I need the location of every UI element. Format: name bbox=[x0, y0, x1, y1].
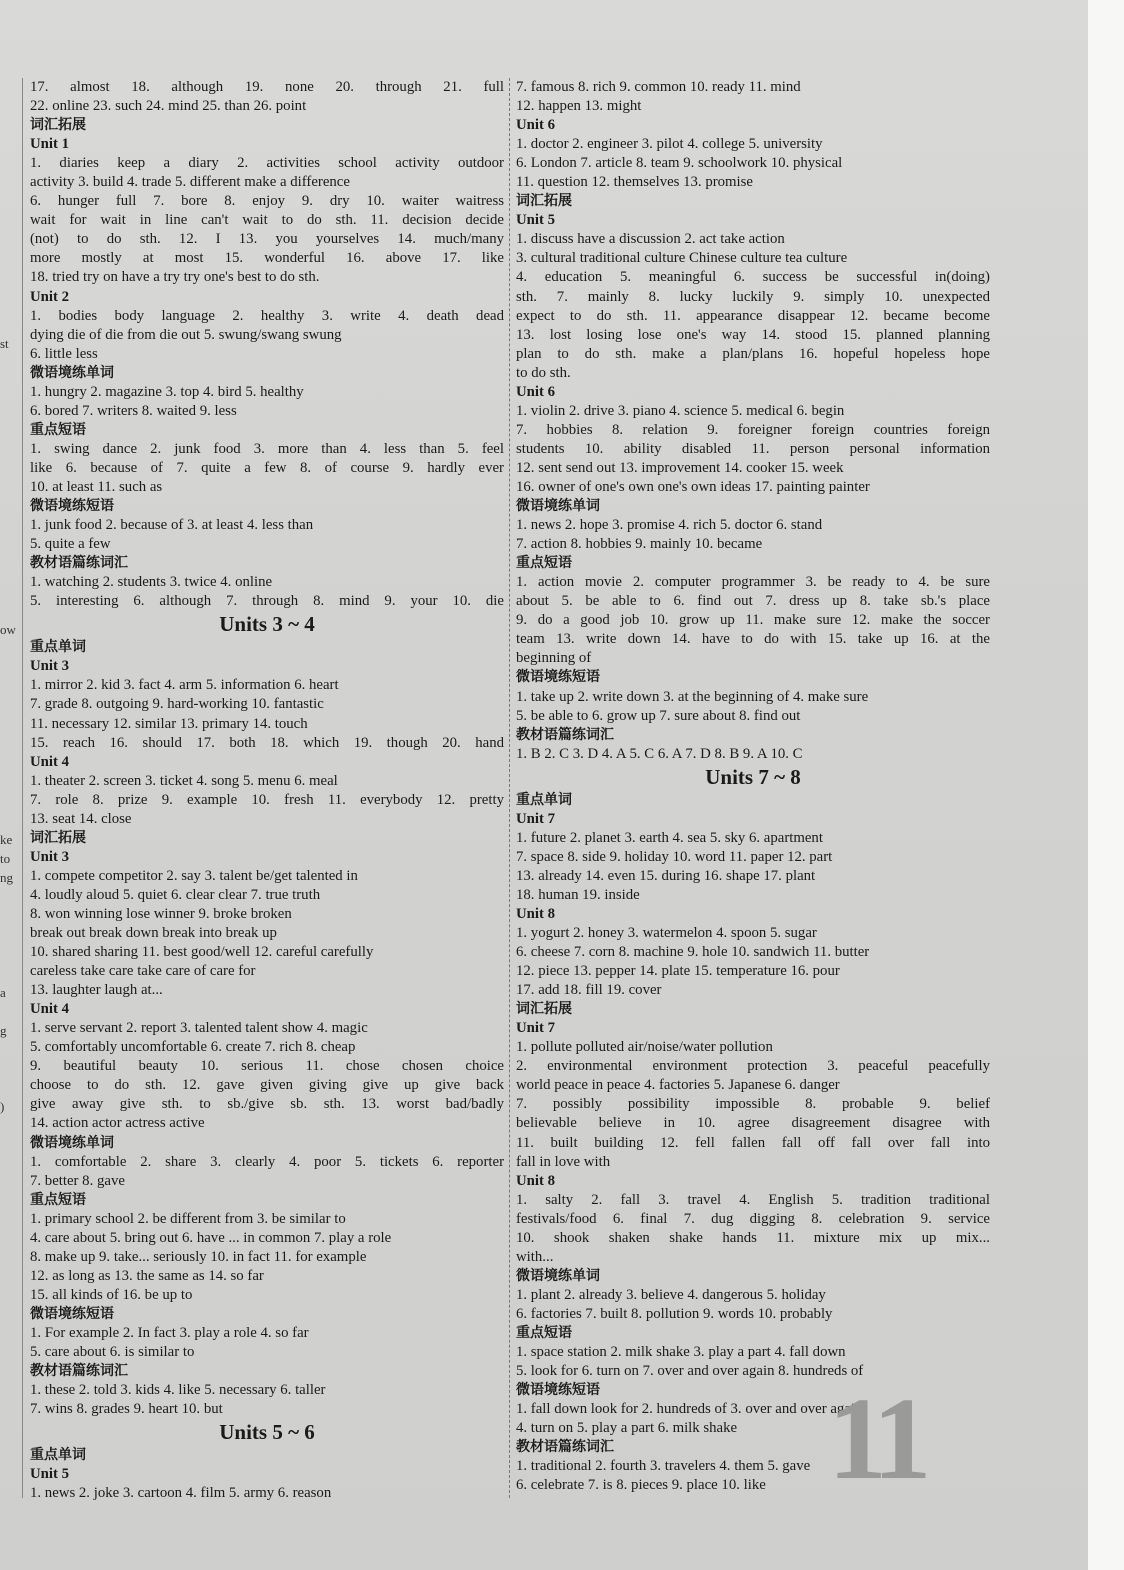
right-unit-heading: Unit 8 bbox=[516, 905, 556, 922]
left-answer-line: activity 3. build 4. trade 5. different make a difference bbox=[30, 174, 350, 191]
left-unit-heading: Unit 3 bbox=[30, 848, 70, 865]
right-answer-line: 6. London 7. article 8. team 9. schoolwork 10. physical bbox=[516, 155, 843, 172]
left-answer-line: careless take care take care of care for bbox=[30, 963, 256, 980]
left-answer-line: give away give sth. to sb./give sb. sth. 13. worst bad/badly bbox=[30, 1096, 504, 1113]
left-units-title: Units 3 ~ 4 bbox=[219, 612, 315, 637]
left-answer-line: 1. primary school 2. be different from 3. be similar to bbox=[30, 1210, 346, 1227]
left-answer-line: 1. serve servant 2. report 3. talented talent show 4. magic bbox=[30, 1020, 368, 1037]
right-answer-line: to do sth. bbox=[516, 364, 571, 381]
right-answer-line: 6. cheese 7. corn 8. machine 9. hole 10. sandwich 11. butter bbox=[516, 944, 870, 961]
left-answer-line: 6. hunger full 7. bore 8. enjoy 9. dry 10. waiter waitress bbox=[30, 193, 504, 210]
left-answer-line: 6. bored 7. writers 8. waited 9. less bbox=[30, 402, 237, 419]
left-answer-line: 1. For example 2. In fact 3. play a role 4. so far bbox=[30, 1325, 309, 1341]
left-answer-line: 13. seat 14. close bbox=[30, 810, 132, 827]
edge-fragment: ) bbox=[0, 1099, 5, 1114]
right-section-heading: 重点短语 bbox=[516, 1325, 572, 1341]
right-answer-line: 10. shook shaken shake hands 11. mixture mix up mix... bbox=[516, 1229, 990, 1246]
right-unit-heading: Unit 6 bbox=[516, 383, 556, 400]
left-section-heading: 重点短语 bbox=[30, 421, 86, 438]
left-answer-line: 5. care about 6. is similar to bbox=[30, 1344, 195, 1361]
right-answer-line: students 10. ability disabled 11. person personal information bbox=[516, 440, 990, 457]
right-answer-line: expect to do sth. 11. appearance disappear 12. became become bbox=[516, 307, 990, 324]
edge-fragment: a bbox=[0, 985, 6, 1000]
right-answer-line: fall in love with bbox=[516, 1153, 611, 1170]
left-section-heading: 重点单词 bbox=[30, 1447, 86, 1464]
left-units-title: Units 5 ~ 6 bbox=[219, 1420, 315, 1445]
left-answer-line: 17. almost 18. although 19. none 20. through 21. full bbox=[30, 79, 504, 95]
right-answer-line: 1. plant 2. already 3. believe 4. dangerous 5. holiday bbox=[516, 1286, 826, 1303]
left-answer-line: 1. junk food 2. because of 3. at least 4. less than bbox=[30, 517, 314, 534]
right-section-heading: 重点短语 bbox=[516, 555, 572, 572]
right-answer-line: 12. sent send out 13. improvement 14. cooker 15. week bbox=[516, 459, 844, 476]
right-answer-line: 1. B 2. C 3. D 4. A 5. C 6. A 7. D 8. B 9. A 10. C bbox=[516, 745, 803, 762]
right-answer-line: 7. hobbies 8. relation 9. foreigner foreign countries foreign bbox=[516, 421, 990, 438]
left-answer-line: more mostly at most 15. wonderful 16. above 17. like bbox=[30, 250, 504, 267]
left-answer-line: (not) to do sth. 12. I 13. you yourselves 14. much/many bbox=[30, 231, 504, 248]
center-rule bbox=[509, 78, 511, 1498]
left-section-heading: 教材语篇练词汇 bbox=[30, 1363, 128, 1380]
right-section-heading: 词汇拓展 bbox=[516, 1001, 572, 1018]
right-answer-line: 6. celebrate 7. is 8. pieces 9. place 10. like bbox=[516, 1477, 766, 1494]
left-section-heading: 重点短语 bbox=[30, 1191, 86, 1208]
left-unit-heading: Unit 2 bbox=[30, 288, 70, 305]
left-answer-line: 1. diaries keep a diary 2. activities school activity outdoor bbox=[30, 155, 504, 172]
left-answer-line: 1. these 2. told 3. kids 4. like 5. necessary 6. taller bbox=[30, 1382, 326, 1399]
right-answer-line: with... bbox=[516, 1248, 554, 1265]
left-answer-line: 1. watching 2. students 3. twice 4. online bbox=[30, 574, 273, 591]
right-unit-heading: Unit 8 bbox=[516, 1172, 556, 1189]
right-answer-line: 16. owner of one's own one's own ideas 17. painting painter bbox=[516, 478, 870, 495]
left-answer-line: 1. comfortable 2. share 3. clearly 4. poor 5. tickets 6. reporter bbox=[30, 1153, 504, 1170]
right-answer-line: about 5. be able to 6. find out 7. dress up 8. take sb.'s place bbox=[516, 593, 990, 610]
left-answer-line: 8. won winning lose winner 9. broke broken bbox=[30, 905, 292, 922]
right-answer-line: 7. famous 8. rich 9. common 10. ready 11. mind bbox=[516, 79, 801, 95]
right-unit-heading: Unit 5 bbox=[516, 212, 556, 229]
right-answer-line: 7. space 8. side 9. holiday 10. word 11. paper 12. part bbox=[516, 848, 833, 865]
right-answer-line: plan to do sth. make a plan/plans 16. hopeful hopeless hope bbox=[516, 345, 990, 362]
left-answer-line: 1. bodies body language 2. healthy 3. write 4. death dead bbox=[30, 307, 504, 324]
right-answer-line: 1. discuss have a discussion 2. act take action bbox=[516, 231, 785, 248]
right-answer-line: 7. possibly possibility impossible 8. probable 9. belief bbox=[516, 1096, 990, 1113]
left-answer-line: 1. news 2. joke 3. cartoon 4. film 5. army 6. reason bbox=[30, 1485, 332, 1502]
right-answer-line: 3. cultural traditional culture Chinese culture tea culture bbox=[516, 250, 848, 267]
edge-fragment: st bbox=[0, 336, 9, 351]
left-answer-line: 6. little less bbox=[30, 345, 98, 362]
left-answer-line: 1. hungry 2. magazine 3. top 4. bird 5. healthy bbox=[30, 383, 304, 400]
left-answer-line: 7. better 8. gave bbox=[30, 1172, 125, 1189]
left-answer-line: 13. laughter laugh at... bbox=[30, 982, 163, 999]
left-answer-line: 7. grade 8. outgoing 9. hard-working 10. fantastic bbox=[30, 696, 324, 713]
left-section-heading: 微语境练短语 bbox=[30, 498, 114, 515]
right-units-title: Units 7 ~ 8 bbox=[705, 764, 801, 789]
right-answer-line: festivals/food 6. final 7. dug digging 8. celebration 9. service bbox=[516, 1210, 990, 1227]
left-answer-line: like 6. because of 7. quite a few 8. of course 9. hardly ever bbox=[30, 459, 504, 476]
right-answer-line: 4. turn on 5. play a part 6. milk shake bbox=[516, 1420, 738, 1437]
left-section-heading: 重点单词 bbox=[30, 639, 86, 656]
right-answer-line: 17. add 18. fill 19. cover bbox=[516, 982, 662, 999]
left-answer-line: break out break down break into break up bbox=[30, 925, 277, 942]
right-answer-line: beginning of bbox=[516, 650, 592, 667]
right-answer-line: 5. look for 6. turn on 7. over and over again 8. hundreds of bbox=[516, 1363, 864, 1380]
left-section-heading: 教材语篇练词汇 bbox=[30, 555, 128, 572]
left-answer-line: 18. tried try on have a try try one's best to do sth. bbox=[30, 269, 320, 286]
right-answer-line: 1. pollute polluted air/noise/water pollution bbox=[516, 1039, 773, 1056]
left-answer-line: wait for wait in line can't wait to do sth. 11. decision decide bbox=[30, 212, 504, 229]
right-answer-line: 1. salty 2. fall 3. travel 4. English 5. tradition traditional bbox=[516, 1191, 990, 1208]
right-answer-line: 18. human 19. inside bbox=[516, 886, 640, 903]
left-answer-line: 10. shared sharing 11. best good/well 12. careful carefully bbox=[30, 944, 374, 961]
right-unit-heading: Unit 7 bbox=[516, 810, 556, 827]
right-answer-line: 1. take up 2. write down 3. at the beginning of 4. make sure bbox=[516, 688, 869, 705]
left-unit-heading: Unit 3 bbox=[30, 658, 70, 675]
right-answer-line: 1. yogurt 2. honey 3. watermelon 4. spoon 5. sugar bbox=[516, 925, 817, 942]
right-answer-line: 11. question 12. themselves 13. promise bbox=[516, 174, 753, 191]
right-answer-line: world peace in peace 4. factories 5. Japanese 6. danger bbox=[516, 1077, 840, 1094]
right-section-heading: 微语境练短语 bbox=[516, 669, 600, 686]
right-answer-line: 1. fall down look for 2. hundreds of 3. over and over again bbox=[516, 1401, 863, 1418]
right-answer-line: 4. education 5. meaningful 6. success be successful in(doing) bbox=[516, 269, 990, 286]
left-answer-line: 7. role 8. prize 9. example 10. fresh 11. everybody 12. pretty bbox=[30, 791, 504, 808]
right-answer-line: 5. be able to 6. grow up 7. sure about 8. find out bbox=[516, 707, 801, 724]
edge-fragment: ow bbox=[0, 622, 16, 637]
right-section-heading: 微语境练单词 bbox=[516, 498, 600, 515]
right-answer-line: 12. happen 13. might bbox=[516, 98, 642, 115]
edge-fragment: ng bbox=[0, 870, 13, 885]
left-section-heading: 微语境练单词 bbox=[30, 1134, 114, 1151]
left-answer-line: 1. compete competitor 2. say 3. talent be/get talented in bbox=[30, 867, 358, 884]
left-answer-line: dying die of die from die out 5. swung/swang swung bbox=[30, 326, 342, 343]
right-answer-line: 13. lost losing lose one's way 14. stood 15. planned planning bbox=[516, 326, 990, 343]
right-answer-line: 1. future 2. planet 3. earth 4. sea 5. sky 6. apartment bbox=[516, 829, 823, 846]
left-answer-line: 8. make up 9. take... seriously 10. in fact 11. for example bbox=[30, 1248, 367, 1265]
left-section-heading: 词汇拓展 bbox=[30, 117, 86, 134]
right-answer-line: 6. factories 7. built 8. pollution 9. words 10. probably bbox=[516, 1305, 833, 1322]
right-answer-line: believable believe in 10. agree disagreement disagree with bbox=[516, 1115, 990, 1132]
left-answer-line: 10. at least 11. such as bbox=[30, 478, 163, 495]
left-answer-line: 5. comfortably uncomfortable 6. create 7. rich 8. cheap bbox=[30, 1039, 356, 1056]
left-answer-line: 5. quite a few bbox=[30, 536, 111, 553]
right-section-heading: 微语境练短语 bbox=[516, 1382, 600, 1399]
right-section-heading: 微语境练单词 bbox=[516, 1267, 600, 1284]
right-answer-line: team 13. write down 14. have to do with 15. take up 16. at the bbox=[516, 631, 990, 648]
page-number: 11 bbox=[828, 1373, 924, 1504]
left-answer-line: choose to do sth. 12. gave given giving give up give back bbox=[30, 1077, 504, 1094]
left-answer-line: 1. mirror 2. kid 3. fact 4. arm 5. information 6. heart bbox=[30, 677, 339, 694]
left-section-heading: 微语境练单词 bbox=[30, 364, 114, 381]
left-answer-line: 15. all kinds of 16. be up to bbox=[30, 1286, 193, 1303]
left-answer-line: 9. beautiful beauty 10. serious 11. chose chosen choice bbox=[30, 1058, 504, 1075]
right-section-heading: 词汇拓展 bbox=[516, 193, 572, 210]
right-answer-line: 11. built building 12. fell fallen fall off fall over fall into bbox=[516, 1134, 990, 1151]
right-unit-heading: Unit 7 bbox=[516, 1020, 556, 1037]
page-margin bbox=[1088, 0, 1124, 1570]
left-unit-heading: Unit 4 bbox=[30, 753, 70, 770]
left-answer-line: 14. action actor actress active bbox=[30, 1115, 205, 1132]
edge-fragment: to bbox=[0, 851, 11, 866]
right-section-heading: 教材语篇练词汇 bbox=[516, 726, 614, 743]
left-answer-line: 11. necessary 12. similar 13. primary 14. touch bbox=[30, 715, 308, 732]
right-answer-line: 1. action movie 2. computer programmer 3. be ready to 4. be sure bbox=[516, 574, 990, 591]
left-unit-heading: Unit 5 bbox=[30, 1466, 70, 1483]
left-unit-heading: Unit 1 bbox=[30, 136, 70, 153]
left-answer-line: 4. care about 5. bring out 6. have ... in common 7. play a role bbox=[30, 1229, 392, 1246]
left-unit-heading: Unit 4 bbox=[30, 1001, 70, 1018]
right-answer-line: 2. environmental environment protection 3. peaceful peacefully bbox=[516, 1058, 990, 1075]
right-unit-heading: Unit 6 bbox=[516, 117, 556, 134]
left-answer-line: 7. wins 8. grades 9. heart 10. but bbox=[30, 1401, 223, 1418]
right-answer-line: 1. space station 2. milk shake 3. play a part 4. fall down bbox=[516, 1344, 846, 1361]
left-answer-line: 5. interesting 6. although 7. through 8. mind 9. your 10. die bbox=[30, 593, 504, 610]
edge-fragment: ke bbox=[0, 832, 13, 847]
right-answer-line: 9. do a good job 10. grow up 11. make sure 12. make the soccer bbox=[516, 612, 990, 629]
right-answer-line: 1. violin 2. drive 3. piano 4. science 5. medical 6. begin bbox=[516, 402, 845, 419]
left-answer-line: 15. reach 16. should 17. both 18. which 19. though 20. hand bbox=[30, 734, 504, 751]
left-answer-line: 1. theater 2. screen 3. ticket 4. song 5. menu 6. meal bbox=[30, 772, 338, 789]
right-answer-line: 1. news 2. hope 3. promise 4. rich 5. doctor 6. stand bbox=[516, 517, 823, 534]
left-column bbox=[30, 78, 504, 1503]
right-section-heading: 重点单词 bbox=[516, 791, 572, 808]
right-answer-line: 12. piece 13. pepper 14. plate 15. temperature 16. pour bbox=[516, 963, 840, 980]
right-section-heading: 教材语篇练词汇 bbox=[516, 1439, 614, 1456]
right-answer-line: 7. action 8. hobbies 9. mainly 10. became bbox=[516, 536, 763, 553]
left-answer-line: 4. loudly aloud 5. quiet 6. clear clear 7. true truth bbox=[30, 886, 321, 903]
left-answer-line: 1. swing dance 2. junk food 3. more than 4. less than 5. feel bbox=[30, 440, 504, 457]
left-answer-line: 12. as long as 13. the same as 14. so far bbox=[30, 1267, 264, 1284]
right-answer-line: 1. traditional 2. fourth 3. travelers 4. them 5. gave bbox=[516, 1458, 811, 1475]
right-answer-line: 1. doctor 2. engineer 3. pilot 4. college 5. university bbox=[516, 136, 823, 153]
left-answer-line: 22. online 23. such 24. mind 25. than 26. point bbox=[30, 98, 307, 115]
left-section-heading: 微语境练短语 bbox=[30, 1305, 114, 1322]
left-rule bbox=[22, 78, 23, 1498]
edge-fragment: g bbox=[0, 1023, 7, 1038]
right-answer-line: sth. 7. mainly 8. lucky luckily 9. simply 10. unexpected bbox=[516, 288, 990, 305]
right-answer-line: 13. already 14. even 15. during 16. shape 17. plant bbox=[516, 867, 816, 884]
left-section-heading: 词汇拓展 bbox=[30, 829, 86, 846]
right-column bbox=[516, 78, 990, 1495]
